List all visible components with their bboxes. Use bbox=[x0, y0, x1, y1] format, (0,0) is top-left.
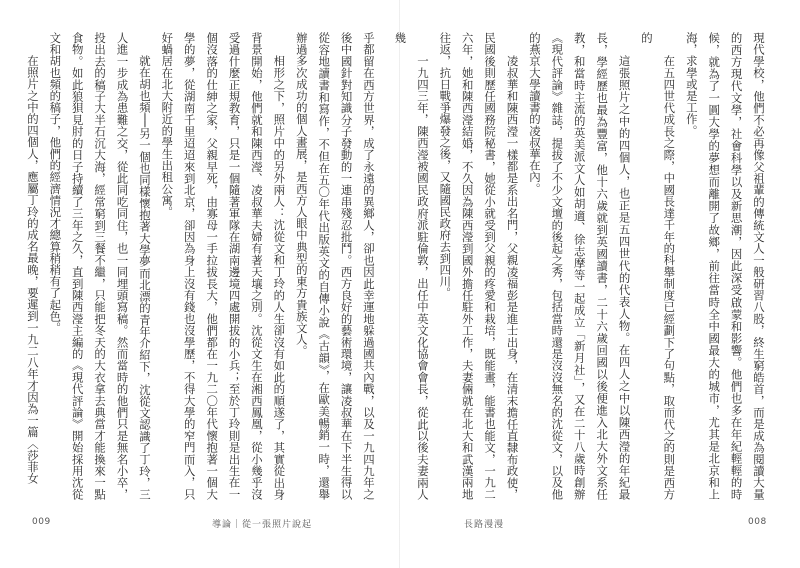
paragraph: 這張照片之中的四個人，也正是五四世代的代表人物。在四人之中以陳西瀅的年紀最長，學經歷也最為豐富，他十六歲就到英國讀書，二十六歲回國以後便進入北大外文系任教，和當時主流的英美派文人如胡適、徐志摩等一起成立「新月社」，又在二十八歲時創辦《現代評論》雜誌，提拔了不少文壇的後起之秀，包括當時還是沒沒無名的沈從文，以及他的燕京大學讀書的凌叔華在內。 bbox=[527, 32, 632, 500]
right-page-body bbox=[393, 32, 770, 500]
paragraph: 一九四三年，陳西瀅被國民政府派駐倫敦，出任中英文化協會會長，從此以後夫妻兩人幾 bbox=[393, 32, 430, 500]
paragraph: 在照片之中的四個人，應屬丁玲的成名最晚，要遲到一九二八年才因為一篇〈莎菲女 bbox=[25, 54, 40, 484]
page-number: 009 bbox=[32, 517, 51, 527]
right-page bbox=[393, 0, 800, 568]
running-head: 長路漫漫 bbox=[464, 520, 505, 530]
paragraph: 在五四世代成長之際，中國長達千年的科舉制度已經劃下了句點，取而代之的則是西方的 bbox=[639, 32, 677, 500]
paragraph: 凌叔華和陳西瀅一樣都是系出名門，父親凌福彭是進士出身，在清末擔任直隸布政使，民國後則歷任國務院秘書，她從小就受到父親的疼愛和栽培，既能畫，能書也能文，一九二六年，她和陳西瀅結婚，不久因為陳西瀅到國外擔任駐外工作，夫妻倆就在北大和武漢兩地往返，抗日戰爭爆發之後，又隨國民政府去到四川。 bbox=[438, 32, 520, 500]
running-head: 導論｜從一張照片說起 bbox=[212, 520, 313, 530]
paragraph: 現代學校，他們不必再像父祖輩的傳統文人一般研習八股，終生窮皓首，而是成為閱讀大量的西方現代文學，社會科學以及新思潮，因此深受啟蒙和影響。他們也多在年紀輕輕的時候，就為了一圓大學的夢想而離開了故鄉，前往當時全中國最大的城市，尤其是北京和上海，求學或是工作。 bbox=[684, 32, 766, 500]
page-number: 008 bbox=[748, 517, 767, 527]
left-page-body bbox=[25, 32, 380, 500]
paragraph: 就在胡也頻──另一個也同樣懷抱著大學夢而北漂的青年介紹下，沈從文認識了丁玲，三人進一步成為患難之交，從此同吃同住，也一同埋頭寫稿。然而當時的他們只是無名小卒，投出去的稿子大半石沉大海，經常窮到三餐不繼，只能把冬天的大衣拿去典當才能換來一點食物。如此狼狽見肘的日子持續了三年之久，直到陳西瀅主編的《現代評論》開始採用沈從文和胡也頻的稿子，他們的經濟情況才總算稍稍有了起色。 bbox=[48, 32, 152, 500]
paragraph: 相形之下，照片中的另外兩人：沈從文和丁玲的人生卻沒有如此的順遂了，其實從出身背景開始，他們就和陳西瀅、凌叔華夫婦有著天壤之別。沈從文生在湘西鳳凰，從小幾乎沒受過什麼正規教育，只是一個隨著軍隊在湖南邊境四處開拔的小兵；至於丁玲則是出生在一個沒落的仕紳之家，父親早死，由寡母一手拉拔長大，他們都在一九二〇年代懷抱著一個大學的夢，從湖南千里迢迢來到北京，卻因為身上沒有錢也沒學歷，不得大學的窄門而入，只好蝸居在北大附近的學生出租公寓。 bbox=[160, 32, 287, 500]
paragraph: 乎都留在西方世界，成了永遠的異鄉人，卻也因此幸運地躲過國共內戰，以及一九四九年之後中國針對知識分子發動的一連串殘忍批鬥。西方良好的藝術環境，讓凌叔華在下半生得以從容地讀書和寫作，不但在五〇年代出版英文的自傳小說《古韻》，在歐美暢銷一時，還舉辦過多次成功的個人畫展，是西方人眼中典型的東方貴族文人。 bbox=[294, 32, 376, 500]
